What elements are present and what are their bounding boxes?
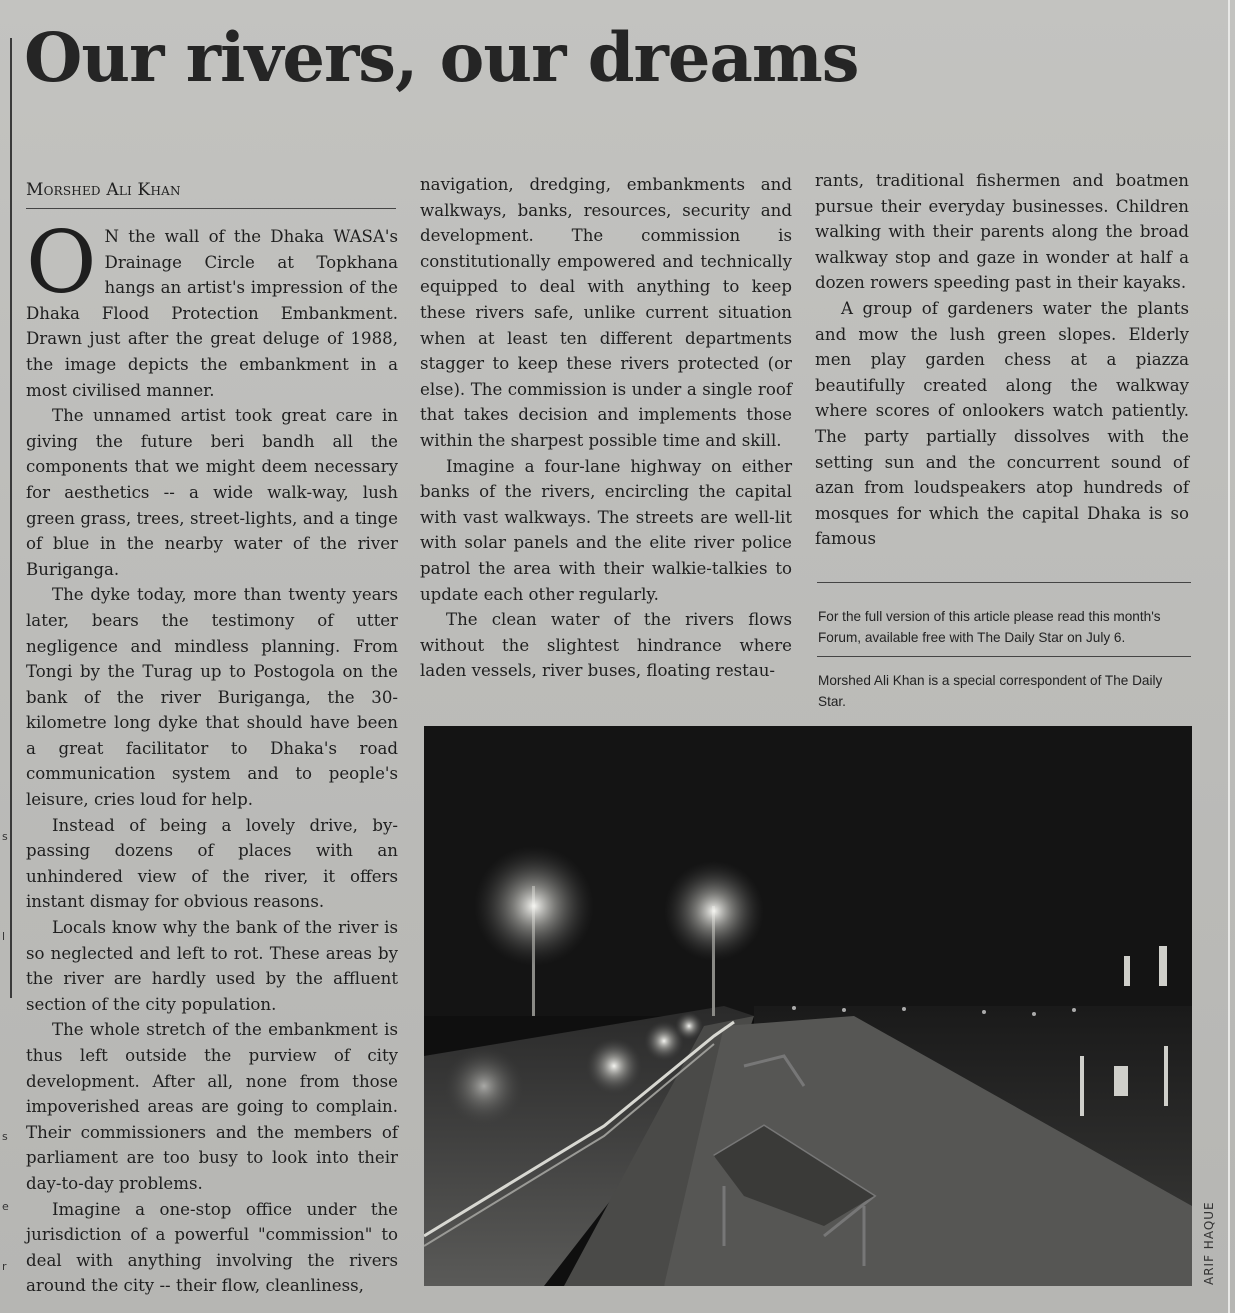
paragraph-lead-text: N the wall of the Dhaka WASA's Drainage Circle at Topkhana hangs an artist's impression of the Dhaka Flood Protection Embankment. Drawn just after the great deluge of 1988, the image depicts the embankment in a most civilised manner. xyxy=(26,227,398,400)
headline: Our rivers, our dreams xyxy=(24,18,859,97)
note-full-version: For the full version of this article please read this month's Forum, available free with The Daily Star on July 6. xyxy=(818,609,1161,645)
drop-cap: O xyxy=(26,213,97,313)
paragraph: The clean water of the rivers flows without the slightest hindrance where laden vessels, river buses, floating restau- xyxy=(420,610,792,681)
paragraph: Imagine a four-lane highway on either banks of the rivers, encircling the capital with vast walkways. The streets are well-lit with solar panels and the elite river police patrol the area with their walkie-talkies to update each other regularly. xyxy=(420,456,792,604)
photo-credit: ARIF HAQUE xyxy=(1202,1201,1216,1285)
note-author: Morshed Ali Khan is a special correspondent of The Daily Star. xyxy=(818,673,1163,709)
paragraph: The whole stretch of the embankment is thus left outside the purview of city development. After all, none from those impoverished areas are going to complain. Their commissioners and the members of parliament are too busy to look into their day-to-day problems. xyxy=(26,1020,398,1193)
photo-illustration xyxy=(424,726,1192,1286)
paragraph: Instead of being a lovely drive, by-passing dozens of places with an unhindered view of the river, it offers instant dismay for obvious reasons. xyxy=(26,815,398,912)
byline: Morshed Ali Khan xyxy=(26,180,181,200)
paragraph-lead xyxy=(26,213,398,403)
paragraph: Locals know why the bank of the river is so neglected and left to rot. These areas by the river are hardly used by the affluent section of the city population. xyxy=(26,918,398,1014)
paragraph: The unnamed artist took great care in giving the future beri bandh all the components that we might deem necessary for aesthetics -- a wide walk-way, lush green grass, trees, street-lights, and a tinge of blue in the nearby water of the river Buriganga. xyxy=(26,406,398,579)
page-edge xyxy=(1228,0,1230,1313)
note-rule-top xyxy=(817,582,1191,583)
article-column-3 xyxy=(815,168,1189,552)
paragraph: A group of gardeners water the plants and mow the lush green slopes. Elderly men play garden chess at a piazza beautifully created along the walkway where scores of onlookers watch patiently. The party partially dissolves with the setting sun and the concurrent sound of azan from loudspeakers atop hundreds of mosques for which the capital Dhaka is so famous xyxy=(815,298,1189,549)
adjacent-column-fragments: s l s e r xyxy=(2,830,9,1273)
paragraph-continued: navigation, dredging, embankments and walkways, banks, resources, security and development. The commission is constitutionally empowered and technically equipped to deal with anything to keep these rivers safe, unlike current situation when at least ten different departments stagger to keep these rivers protected (or else). The commission is under a single roof that takes decision and implements those within the sharpest possible time and skill. xyxy=(420,175,792,450)
article-column-1 xyxy=(26,213,398,1299)
paragraph: Imagine a one-stop office under the jurisdiction of a powerful "commission" to deal with anything involving the rivers around the city -- their flow, cleanliness, xyxy=(26,1199,398,1296)
byline-rule xyxy=(26,208,396,209)
night-embankment-photo xyxy=(424,726,1192,1286)
article-column-2 xyxy=(420,172,792,684)
paragraph: The dyke today, more than twenty years later, bears the testimony of utter negligence and mindless planning. From Tongi by the Turag up to Postogola on the bank of the river Buriganga, the 30-kilometre long dyke that should have been a great facilitator to Dhaka's road communication system and to people's leisure, cries loud for help. xyxy=(26,585,398,810)
paragraph-continued: rants, traditional fishermen and boatmen pursue their everyday businesses. Children walking with their parents along the broad walkway stop and gaze in wonder at half a dozen rowers speeding past in their kayaks. xyxy=(815,171,1189,293)
note-rule-middle xyxy=(817,656,1191,657)
